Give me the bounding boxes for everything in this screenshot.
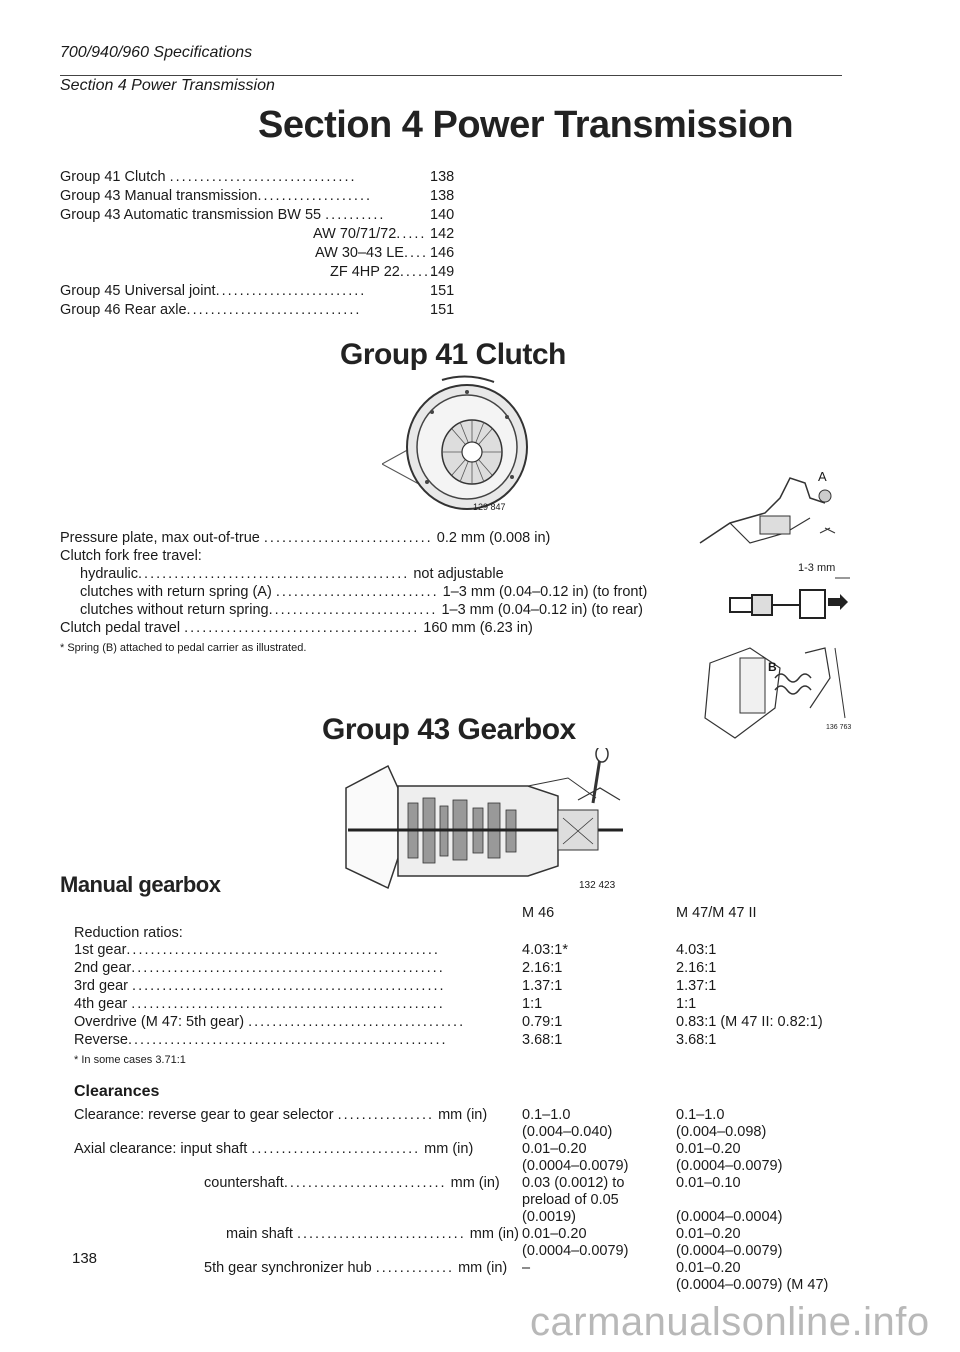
table-cell: (0.0019) — [522, 1209, 577, 1225]
toc-page: 140 — [430, 207, 455, 223]
table-cell: 0.01–0.20 — [522, 1141, 587, 1157]
table-cell: (0.0004–0.0079) — [676, 1158, 783, 1174]
table-cell: 2.16:1 — [522, 960, 563, 976]
table-cell: (0.0004–0.0079) — [522, 1243, 629, 1259]
table-row: 5th gear synchronizer hub ............. mm (in) — [204, 1260, 508, 1276]
toc-item: Group 45 Universal joint......................... — [60, 283, 367, 299]
table-row: 1st gear.................................................... — [74, 942, 440, 958]
spec-row: hydraulic............................................. not adjustable — [80, 566, 504, 582]
toc-item: ZF 4HP 22...... — [330, 264, 437, 280]
column-header-m46: M 46 — [522, 905, 555, 921]
label-a: A — [818, 469, 827, 484]
toc-page: 149 — [430, 264, 455, 280]
clutch-pressure-plate-illustration — [382, 372, 532, 512]
dimension-label: 1-3 mm — [798, 562, 836, 574]
table-cell: – — [522, 1260, 531, 1276]
toc-page: 138 — [430, 188, 455, 204]
section-heading-gearbox: Group 43 Gearbox — [322, 713, 576, 746]
table-cell: 3.68:1 — [676, 1032, 717, 1048]
table-row: Overdrive (M 47: 5th gear) .................................... — [74, 1014, 466, 1030]
toc-item: AW 70/71/72..... — [313, 226, 427, 242]
table-cell: 4.03:1 — [676, 942, 717, 958]
page-number: 138 — [72, 1250, 98, 1267]
table-row: 4th gear .................................................... — [74, 996, 445, 1012]
table-cell: 0.1–1.0 — [522, 1107, 571, 1123]
toc-page: 151 — [430, 283, 455, 299]
subsection-title-clearances: Clearances — [74, 1083, 160, 1100]
table-cell: (0.0004–0.0079) — [522, 1158, 629, 1174]
table-cell: (0.0004–0.0079) (M 47) — [676, 1277, 829, 1293]
table-cell: 0.01–0.10 — [676, 1175, 741, 1191]
table-cell: 0.01–0.20 — [676, 1260, 741, 1276]
column-header-m47: M 47/M 47 II — [676, 905, 757, 921]
subsection-title-manual-gearbox: Manual gearbox — [60, 872, 221, 897]
toc-item: Group 46 Rear axle............................. — [60, 302, 362, 318]
figure-number: 132 423 — [579, 880, 616, 891]
spec-row: Clutch pedal travel ....................................... 160 mm (6.23 in) — [60, 620, 533, 636]
running-header-section: Section 4 Power Transmission — [60, 77, 275, 94]
toc-page: 138 — [430, 169, 455, 185]
spec-row: clutches without return spring............................ 1–3 mm (0.04–0.12 in) (to rear) — [80, 602, 643, 618]
table-row: Clearance: reverse gear to gear selector ................ mm (in) — [74, 1107, 488, 1123]
table-cell: 0.01–0.20 — [522, 1226, 587, 1242]
spec-row: Pressure plate, max out-of-true ............................ 0.2 mm (0.008 in) — [60, 530, 551, 546]
table-cell: 2.16:1 — [676, 960, 717, 976]
table-row: Reverse..................................................... — [74, 1032, 448, 1048]
spec-row: clutches with return spring (A) ........................... 1–3 mm (0.04–0.12 in) (to front) — [80, 584, 648, 600]
toc-page: 146 — [430, 245, 455, 261]
watermark: carmanualsonline.info — [530, 1300, 930, 1344]
gearbox-cutaway-illustration — [338, 748, 628, 893]
table-cell: 1:1 — [676, 996, 697, 1012]
label-b: B — [768, 660, 777, 674]
table-cell: 0.83:1 (M 47 II: 0.82:1) — [676, 1014, 823, 1030]
toc-item: Group 43 Manual transmission................... — [60, 188, 373, 204]
ratios-label: Reduction ratios: — [74, 925, 183, 941]
table-cell: 0.01–0.20 — [676, 1226, 741, 1242]
table-row: 2nd gear.................................................... — [74, 960, 445, 976]
footnote: * Spring (B) attached to pedal carrier as illustrated. — [60, 642, 307, 654]
running-header-title: 700/940/960 Specifications — [60, 44, 253, 61]
table-row: main shaft ............................ mm (in) — [226, 1226, 519, 1242]
table-cell: (0.0004–0.0004) — [676, 1209, 783, 1225]
table-cell: 0.03 (0.0012) to — [522, 1175, 625, 1191]
spec-row: Clutch fork free travel: — [60, 548, 202, 564]
table-cell: (0.004–0.040) — [522, 1124, 613, 1140]
table-cell: preload of 0.05 — [522, 1192, 619, 1208]
table-cell: (0.0004–0.0079) — [676, 1243, 783, 1259]
clutch-fork-illustration — [690, 468, 855, 743]
toc-item: AW 30–43 LE.... — [315, 245, 429, 261]
toc-item: Group 43 Automatic transmission BW 55 .......... — [60, 207, 386, 223]
table-row: countershaft........................... mm (in) — [204, 1175, 500, 1191]
table-cell: 0.79:1 — [522, 1014, 563, 1030]
table-cell: 0.01–0.20 — [676, 1141, 741, 1157]
table-cell: (0.004–0.098) — [676, 1124, 767, 1140]
header-rule — [60, 75, 842, 76]
footnote: * In some cases 3.71:1 — [74, 1054, 186, 1066]
figure-number: 136 763 — [826, 724, 852, 731]
table-row: Axial clearance: input shaft ............................ mm (in) — [74, 1141, 474, 1157]
table-cell: 1:1 — [522, 996, 543, 1012]
toc-page: 151 — [430, 302, 455, 318]
page-title: Section 4 Power Transmission — [258, 104, 794, 146]
table-cell: 4.03:1* — [522, 942, 568, 958]
toc-item: Group 41 Clutch ............................... — [60, 169, 357, 185]
table-row: 3rd gear .................................................... — [74, 978, 446, 994]
section-heading-clutch: Group 41 Clutch — [340, 338, 566, 371]
toc-page: 142 — [430, 226, 455, 242]
table-cell: 0.1–1.0 — [676, 1107, 725, 1123]
table-cell: 1.37:1 — [522, 978, 563, 994]
table-cell: 1.37:1 — [676, 978, 717, 994]
table-cell: 3.68:1 — [522, 1032, 563, 1048]
figure-number: 129 847 — [473, 502, 506, 512]
